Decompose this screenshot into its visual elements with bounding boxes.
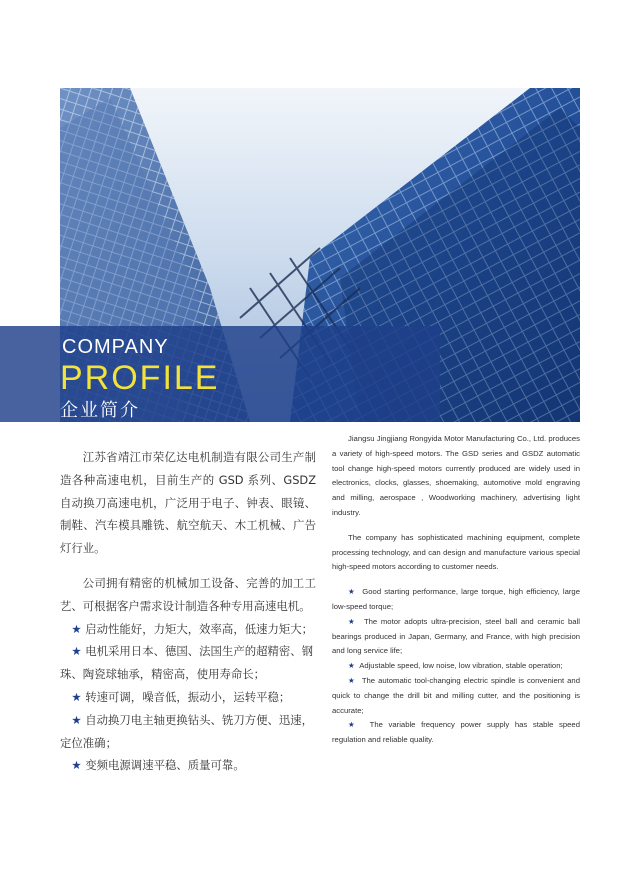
cn-bullet: ★ 转速可调，噪音低，振动小，运转平稳； <box>71 689 291 704</box>
chinese-title: 企业简介 <box>60 400 140 421</box>
en-capability-paragraph: The company has sophisticated machining equipment, complete processing technology, and can design and manufacture various special high-speed motors according to customer needs. <box>332 532 580 572</box>
star-icon: ★ <box>71 712 82 727</box>
en-intro-paragraph: Jiangsu Jingjiang Rongyida Motor Manufacturing Co., Ltd. produces a variety of high-speed motors. The GSD series and GSDZ automatic tool change high-speed motors currently produced are widely used in electronics, clocks, glasses, shoemaking, automotive mold engraving and milling, aerospace , Woodworking machinery, advertising light industry. <box>332 434 580 517</box>
star-icon: ★ <box>348 587 356 597</box>
company-heading: COMPANY <box>62 336 169 358</box>
star-icon: ★ <box>71 644 82 659</box>
en-bullet: ★ Good starting performance, large torque, high efficiency, large low-speed torque; <box>332 587 580 611</box>
en-bullet: ★ The automatic tool-changing electric spindle is convenient and quick to change the drill bit and milling cutter, and the positioning is accurate; <box>332 675 580 715</box>
cn-bullet: ★ 电机采用日本、德国、法国生产的超精密、钢珠、陶瓷球轴承，精密高，使用寿命长； <box>60 644 314 682</box>
chinese-column <box>60 446 316 777</box>
star-icon: ★ <box>348 720 359 730</box>
cn-bullet: ★ 自动换刀电主轴更换钻头、铣刀方便、迅速，定位准确； <box>60 712 314 750</box>
english-column <box>332 432 580 748</box>
star-icon: ★ <box>71 621 82 636</box>
star-icon: ★ <box>71 689 82 704</box>
en-bullet: ★ Adjustable speed, low noise, low vibration, stable operation; <box>348 661 563 671</box>
profile-heading: PROFILE <box>60 359 220 397</box>
en-bullet: ★ The variable frequency power supply has stable speed regulation and reliable quality. <box>332 720 580 745</box>
en-bullet: ★ The motor adopts ultra-precision, steel ball and ceramic ball bearings produced in Japan, Germany, and France, with high precision and long service life; <box>332 616 580 656</box>
star-icon: ★ <box>348 675 356 685</box>
star-icon: ★ <box>348 616 357 626</box>
star-icon: ★ <box>71 758 82 773</box>
cn-intro-paragraph: 江苏省靖江市荣亿达电机制造有限公司生产制造各种高速电机，目前生产的 GSD 系列、GSDZ 自动换刀高速电机，广泛用于电子、钟表、眼镜、制鞋、汽车模具雕铣、航空航天、木工机械、广告灯行业。 <box>60 450 316 556</box>
cn-capability-paragraph: 公司拥有精密的机械加工设备、完善的加工工艺、可根据客户需求设计制造各种专用高速电机。 <box>60 575 316 613</box>
cn-bullet: ★ 启动性能好，力矩大，效率高，低速力矩大； <box>71 621 314 636</box>
star-icon: ★ <box>348 661 355 671</box>
cn-bullet: ★ 变频电源调速平稳、质量可靠。 <box>71 758 245 773</box>
